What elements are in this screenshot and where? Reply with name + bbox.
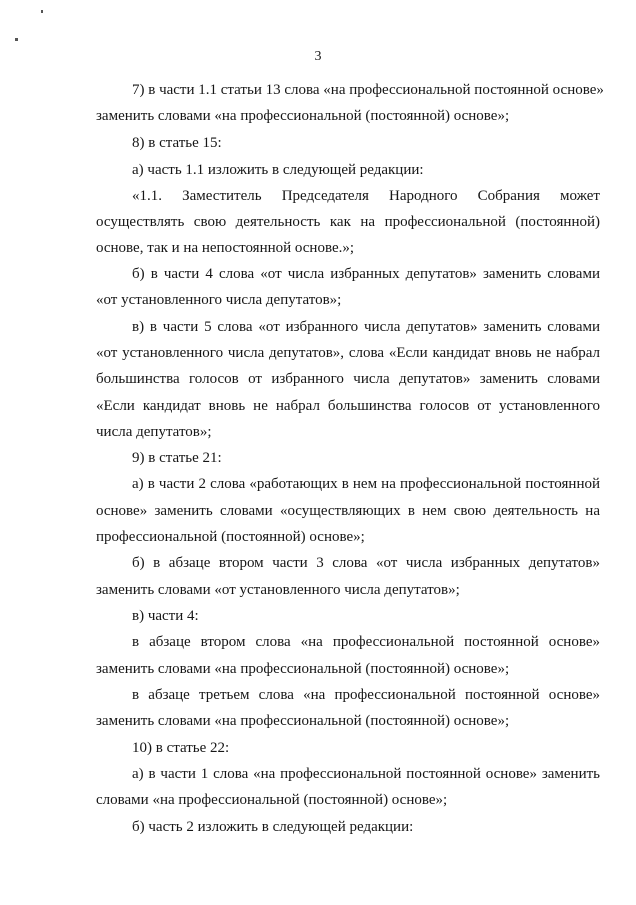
text-line: заменить словами «на профессиональной (постоянной) основе»; [96, 661, 510, 677]
text-line: а) часть 1.1 изложить в следующей редакции: [132, 162, 424, 178]
scan-speck [41, 10, 43, 13]
text-line: профессиональной (постоянной) основе»; [96, 529, 365, 545]
text-line: «от установленного числа депутатов»; [96, 292, 342, 308]
text-line: 7) в части 1.1 статьи 13 слова «на профессиональной постоянной основе» [132, 82, 604, 98]
text-line: 8) в статье 15: [132, 135, 222, 151]
text-line: большинства голосов от избранного числа депутатов» заменить словами [96, 371, 600, 387]
text-line: основе, так и на непостоянной основе.»; [96, 240, 355, 256]
text-line: заменить словами «от установленного числа депутатов»; [96, 582, 460, 598]
page-number: 3 [314, 49, 322, 64]
text-line: 9) в статье 21: [132, 450, 222, 466]
text-line: в абзаце втором слова «на профессиональной постоянной основе» [132, 634, 600, 650]
text-line: осуществлять свою деятельность как на профессиональной (постоянной) [96, 214, 600, 230]
text-line: основе» заменить словами «осуществляющих в нем свою деятельность на [96, 503, 600, 519]
text-line: в абзаце третьем слова «на профессиональной постоянной основе» [132, 687, 600, 703]
text-line: б) в части 4 слова «от числа избранных депутатов» заменить словами [132, 266, 600, 282]
text-line: словами «на профессиональной (постоянной) основе»; [96, 792, 448, 808]
text-line: числа депутатов»; [96, 424, 212, 440]
scan-speck [15, 38, 18, 41]
text-line: заменить словами «на профессиональной (постоянной) основе»; [96, 713, 510, 729]
text-line: б) в абзаце втором части 3 слова «от числа избранных депутатов» [132, 555, 600, 571]
text-line: а) в части 1 слова «на профессиональной постоянной основе» заменить [132, 766, 600, 782]
text-line: в) в части 5 слова «от избранного числа депутатов» заменить словами [132, 319, 600, 335]
text-line: б) часть 2 изложить в следующей редакции: [132, 819, 414, 835]
text-line: заменить словами «на профессиональной (постоянной) основе»; [96, 108, 510, 124]
text-line: «от установленного числа депутатов», слова «Если кандидат вновь не набрал [96, 345, 600, 361]
text-line: а) в части 2 слова «работающих в нем на профессиональной постоянной [132, 476, 600, 492]
text-line: «Если кандидат вновь не набрал большинства голосов от установленного [96, 398, 600, 414]
text-line: «1.1. Заместитель Председателя Народного Собрания может [132, 188, 600, 204]
text-line: 10) в статье 22: [132, 740, 230, 756]
text-line: в) части 4: [132, 608, 199, 624]
